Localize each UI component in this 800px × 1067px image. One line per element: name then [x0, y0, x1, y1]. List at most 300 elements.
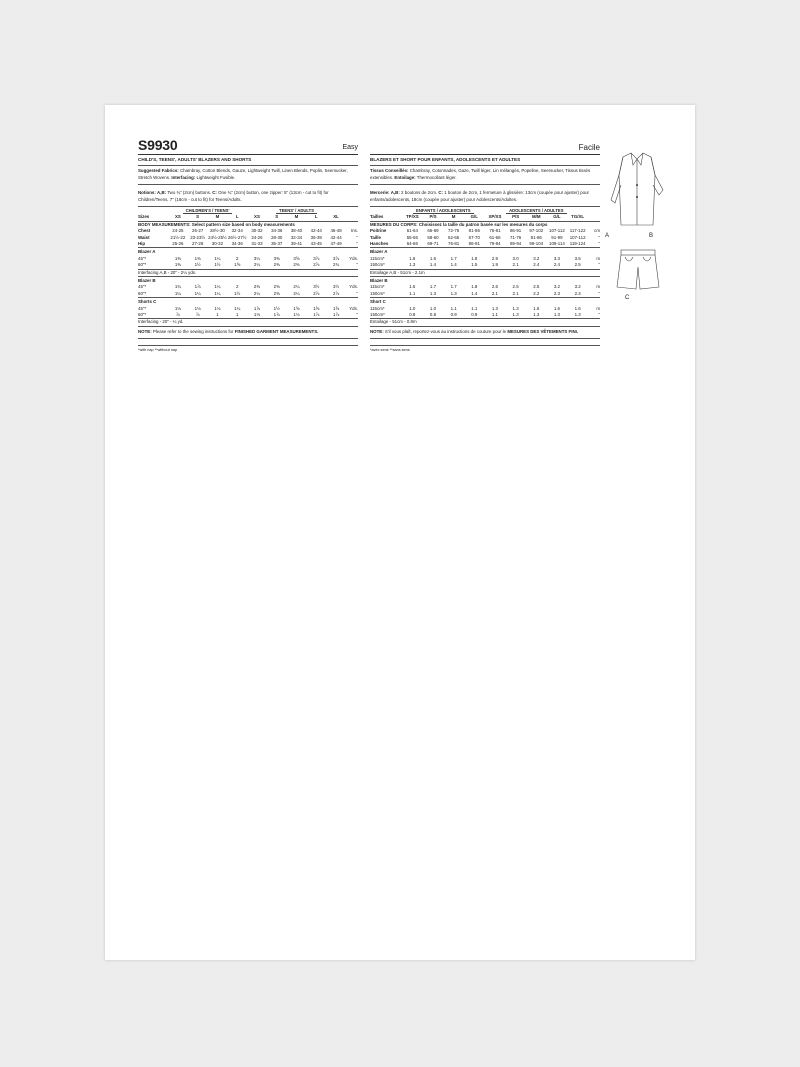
value-cell: 28-30 [271, 234, 283, 240]
row-label: Waist [138, 234, 150, 240]
footnote-fr: *avec sens **sans sens [370, 345, 600, 353]
value-cell: 1⅞ [194, 284, 201, 290]
notions-c-text-fr: 1 bouton de 2cm, 1 fermeture à glissière: 13cm (coupée pour ajuster) pour enfants/adolescents, 18cm (coupée pour ajuster) pour Adolescents/Adultes. [370, 190, 589, 202]
value-cell: 2¾ [333, 262, 340, 268]
value-cell: ⅞ [176, 312, 180, 318]
value-cell: 39-41 [290, 241, 303, 246]
value-cell: 1⅞ [313, 312, 320, 318]
group-left-label-fr: ENFANTS / ADOLESCENTS [413, 208, 474, 214]
row-label: 115cm* [370, 284, 385, 290]
blazer-b-section-fr [370, 277, 600, 298]
value-cell: 71-76 [509, 234, 522, 240]
note-label-fr: NOTE: [370, 328, 384, 334]
value-cell: 2⅞ [313, 290, 320, 296]
body-label: BODY MEASUREMENTS: [138, 221, 191, 227]
fabrics-label-fr: Tissus Conseillés: [370, 168, 409, 173]
unit-cell: " [598, 234, 600, 240]
value-cell: 1.6 [409, 284, 416, 290]
difficulty-level: Easy [342, 144, 358, 151]
value-cell: 38-40 [290, 228, 303, 234]
section-heading-row [370, 248, 600, 256]
yardage-row [138, 262, 358, 269]
value-cell: 1⅝ [293, 305, 300, 311]
value-cell: 1⅝ [234, 262, 241, 268]
section-heading: Blazer A [138, 248, 358, 256]
note-text: Please refer to the sewing instructions for [152, 328, 234, 334]
notions-c-label-fr: C: [438, 190, 444, 196]
value-cell: 1.3 [429, 290, 437, 296]
interfacing-c-fr: Entoilage - 51cm - 0.8m [370, 319, 600, 326]
value-cell: 64-66 [406, 241, 418, 246]
value-cell: 3.2 [553, 284, 560, 290]
fabrics-section-fr [370, 166, 600, 185]
value-cell: 2.1 [512, 262, 519, 268]
value-cell: 2⅞ [313, 262, 320, 268]
value-cell: 2⅜ [273, 284, 280, 290]
value-cell: 1⅞ [253, 305, 260, 311]
value-cell: 3⅞ [313, 255, 320, 261]
group-left-label: CHILDREN'S / TEENS' [183, 208, 233, 214]
row-label: 45"* [138, 284, 147, 290]
group-header-row-fr [370, 207, 600, 214]
section-heading-row [138, 248, 358, 256]
value-cell: 1⅝ [313, 305, 320, 311]
value-cell: 1½ [234, 290, 241, 296]
value-cell: 1⅛ [293, 312, 300, 318]
value-cell: 89-94 [509, 241, 522, 246]
value-cell: 0.8 [409, 312, 416, 318]
size-chart-fr [370, 207, 600, 327]
group-right-label-fr: ADOLESCENTS / ADULTES [506, 208, 566, 214]
value-cell: 1 [216, 312, 219, 318]
interfacing-text-fr: Thermocollant léger. [416, 174, 457, 180]
value-cell: 3⅜ [273, 255, 280, 261]
measurement-row [138, 241, 358, 248]
value-cell: 3⅝ [293, 255, 300, 261]
value-cell: 1.6 [553, 305, 560, 311]
value-cell: 2.5 [574, 262, 581, 268]
value-cell: 24½-25½ [208, 234, 227, 240]
pattern-title-fr: BLAZERS ET SHORT POUR ENFANTS, ADOLESCENTS ET ADULTES [370, 157, 600, 166]
shorts-c-section [138, 298, 358, 319]
interfacing-text: Lightweight Fusible. [196, 174, 236, 180]
value-cell: 24-26 [251, 234, 263, 240]
value-cell: 99-104 [529, 241, 544, 246]
value-cell: 2¼ [293, 290, 300, 296]
value-cell: 42-44 [310, 228, 322, 234]
unit-cell: Ins. [350, 228, 358, 234]
unit-cell: m [596, 284, 600, 290]
value-cell: 23-23½ [190, 234, 206, 240]
value-cell: 81-86 [468, 228, 480, 234]
unit-cell: " [598, 312, 600, 318]
row-label: 60"* [138, 262, 147, 268]
unit-cell: " [356, 262, 358, 268]
size-cell: P/S [505, 214, 526, 221]
unit-cell: " [598, 241, 600, 246]
size-cell: L [306, 214, 326, 221]
value-cell: 47-49 [330, 241, 342, 246]
value-cell: 1¼ [214, 284, 221, 290]
size-cell: G/L [464, 214, 485, 221]
sizes-label: Sizes [138, 214, 168, 221]
section-heading-row [138, 277, 358, 285]
interfacing-ab-fr: Entoilage A,B - 51cm - 2.1m [370, 269, 600, 276]
value-cell: 32-34 [231, 228, 243, 234]
section-heading: Short C [370, 298, 600, 306]
value-cell: 30-32 [251, 228, 263, 234]
unit-cell: Yds. [349, 255, 358, 261]
unit-cell: cm [594, 228, 600, 234]
value-cell: 1.6 [409, 255, 416, 261]
blazer-b-section [138, 277, 358, 298]
value-cell: 1.8 [471, 284, 478, 290]
value-cell: 24-25 [172, 228, 184, 234]
french-column [370, 138, 600, 353]
interfacing-ab: Interfacing A,B - 20" - 2¼ yds. [138, 269, 358, 276]
value-cell: 1.6 [533, 305, 540, 311]
value-cell: 69-71 [427, 241, 439, 246]
notions-ab-text: Two ¾" (2cm) buttons. [167, 190, 211, 196]
value-cell: 31-33 [251, 241, 263, 246]
value-cell: 1.3 [574, 312, 581, 318]
illustration-label-b: B [649, 233, 654, 239]
value-cell: 1¼ [214, 255, 221, 261]
interfacing-c-row-fr [370, 319, 600, 326]
value-cell: 2.5 [512, 284, 519, 290]
value-cell: 1.3 [450, 290, 457, 296]
value-cell: 79-84 [489, 241, 501, 246]
value-cell: 1.3 [512, 312, 519, 318]
section-heading-row [138, 298, 358, 306]
value-cell: 2.4 [533, 262, 540, 268]
value-cell: 2.2 [533, 290, 540, 296]
value-cell: 1.4 [450, 262, 457, 268]
section-heading-row [370, 277, 600, 285]
value-cell: 1⅛ [194, 305, 201, 311]
value-cell: 1⅞ [273, 312, 280, 318]
value-cell: 1⅞ [333, 312, 340, 318]
value-cell: 3½ [313, 284, 320, 290]
value-cell: 1⅜ [194, 255, 201, 261]
value-cell: 3.0 [512, 255, 519, 261]
notions-c-text: One ¾" (2cm) button, one zipper: 5" (13cm - cut to fit) for Children/Teens, 7" (18cm - cut to fit) for Teens/Adults. [138, 190, 329, 202]
size-cell: S [267, 214, 287, 221]
fabrics-text-fr: Chambray, Cotonnades, Gaze, Twill léger, Lin mélangés, Popeline, Seersucker, Tissus tissés extensibles. [370, 168, 591, 180]
value-cell: 119-124 [569, 241, 586, 246]
value-cell: 2.5 [491, 284, 498, 290]
garment-illustrations [603, 145, 683, 305]
unit-cell: " [598, 290, 600, 296]
value-cell: 2.3 [553, 290, 560, 296]
section-heading: Blazer B [138, 277, 358, 285]
shorts-sketch [617, 250, 659, 289]
value-cell: 2¼ [253, 262, 260, 268]
unit-cell: " [598, 262, 600, 268]
value-cell: 27-28 [192, 241, 204, 246]
note-section-fr [370, 327, 600, 339]
note-text-fr: S'il vous plaît, reportez-vous au instructions de couture pour le [384, 328, 507, 334]
value-cell: 1.4 [429, 262, 437, 268]
unit-cell: " [356, 241, 358, 246]
sizes-label-fr: Tailles [370, 214, 402, 221]
fabrics-text: Chambray, Cotton Blends, Gauze, Lightweight Twill, Linen Blends, Poplin, Seersucker, Stretch Wovens. [138, 168, 348, 180]
unit-cell: " [356, 234, 358, 240]
value-cell: 34-36 [271, 228, 283, 234]
notions-ab-label: A,B: [157, 190, 167, 196]
row-label: Chest [138, 228, 151, 234]
size-chart [138, 207, 358, 327]
row-label: 150cm* [370, 290, 385, 296]
size-cell: L [227, 214, 247, 221]
size-cell: TG/XL [567, 214, 588, 221]
blazer-a-section-fr [370, 248, 600, 269]
sizes-row-fr [370, 214, 600, 221]
row-label: Taille [370, 234, 381, 240]
value-cell: 1.3 [491, 305, 498, 311]
value-cell: 2⅜ [293, 262, 300, 268]
row-label: Hip [138, 241, 146, 246]
value-cell: 1⅝ [333, 305, 340, 311]
pattern-header-fr [370, 138, 600, 155]
blazer-sketch [611, 153, 663, 225]
value-cell: 3⅞ [333, 255, 340, 261]
value-cell: 1⅛ [253, 312, 260, 318]
english-column [138, 138, 358, 353]
value-cell: 2.1 [491, 290, 498, 296]
value-cell: 76-81 [448, 241, 460, 246]
row-label: 115cm* [370, 255, 385, 261]
value-cell: 1⅜ [174, 262, 181, 268]
value-cell: 2¼ [293, 284, 300, 290]
value-cell: 117-122 [569, 228, 586, 234]
notions-ab-label-fr: A,B: [390, 190, 400, 196]
difficulty-level-fr: Facile [578, 143, 600, 152]
value-cell: 1¾ [174, 284, 181, 290]
value-cell: 3.3 [553, 255, 560, 261]
value-cell: 97-102 [529, 228, 544, 234]
value-cell: 1.0 [409, 305, 416, 311]
value-cell: 1½ [214, 262, 221, 268]
unit-cell: Yds. [349, 284, 358, 290]
size-cell: XS [168, 214, 188, 221]
measurement-rows-fr [370, 228, 600, 248]
row-label: 45"* [138, 255, 147, 261]
body-text-fr: Choisissez la taille du patron basée sur les mesures du corps [418, 221, 548, 227]
size-cell: M [287, 214, 307, 221]
section-heading: Blazer B [370, 277, 600, 285]
value-cell: 26-27 [192, 228, 204, 234]
value-cell: 1.3 [533, 312, 540, 318]
value-cell: 30-32 [211, 241, 224, 246]
size-cell: TP/XS [402, 214, 423, 221]
section-heading: Blazer A [370, 248, 600, 256]
value-cell: 1⅛ [174, 305, 181, 311]
footnote: *with nap **without nap [138, 345, 358, 353]
row-label: Poitrine [370, 228, 387, 234]
value-cell: 26½-27½ [227, 234, 247, 240]
value-cell: 1.1 [491, 312, 498, 318]
note-bold-fr: MESURES DES VÊTEMENTS FINI. [507, 328, 579, 334]
value-cell: 1.3 [512, 305, 519, 311]
value-cell: 91-99 [551, 234, 563, 240]
size-cell: M [208, 214, 228, 221]
fabrics-label: Suggested Fabrics: [138, 168, 179, 173]
value-cell: 1.1 [450, 305, 457, 311]
shorts-c-section-fr [370, 298, 600, 319]
value-cell: 61-64 [406, 228, 418, 234]
value-cell: 1⅜ [174, 255, 181, 261]
notions-label-fr: Mercerie: [370, 190, 390, 196]
value-cell: 66-69 [427, 228, 439, 234]
value-cell: 72-76 [448, 228, 460, 234]
size-cell: XL [326, 214, 346, 221]
pattern-header [138, 138, 358, 155]
value-cell: 2⅞ [333, 290, 340, 296]
value-cell: 2.1 [512, 290, 519, 296]
value-cell: 36-39 [310, 234, 322, 240]
value-cell: 1.1 [471, 305, 478, 311]
row-label: Hanches [370, 241, 389, 246]
body-measurements-heading-fr [370, 221, 600, 228]
row-label: 150cm* [370, 262, 385, 268]
value-cell: 2.5 [533, 284, 540, 290]
section-heading-row [370, 298, 600, 306]
value-cell: 1.3 [409, 262, 416, 268]
interfacing-label-fr: Entoilage: [394, 174, 416, 180]
value-cell: 28½-30 [209, 228, 225, 234]
body-measurements-heading [138, 221, 358, 228]
value-cell: 1¼ [214, 290, 221, 296]
value-cell: 25-26 [172, 241, 184, 246]
value-cell: 62-65 [448, 234, 460, 240]
illustration-label-c: C [625, 295, 630, 301]
value-cell: 2 [235, 284, 239, 290]
row-label: 60"* [138, 290, 147, 296]
value-cell: 46-48 [330, 228, 342, 234]
value-cell: 1¼ [174, 290, 181, 296]
row-label: 150cm* [370, 312, 385, 318]
value-cell: 109-114 [549, 241, 565, 246]
yardage-row [370, 312, 600, 319]
value-cell: 2.4 [553, 262, 560, 268]
value-cell: 0.9 [471, 312, 478, 318]
value-cell: 1.8 [471, 255, 478, 261]
value-cell: 1.9 [491, 262, 498, 268]
value-cell: 81-86 [530, 234, 542, 240]
value-cell: 2⅜ [273, 290, 280, 296]
value-cell: 42-44 [330, 234, 342, 240]
size-cell: XS [247, 214, 267, 221]
illustration-label-a: A [605, 233, 610, 239]
value-cell: 32-34 [290, 234, 303, 240]
fabrics-section [138, 166, 358, 185]
value-cell: 1⅛ [214, 305, 221, 311]
yardage-row [370, 291, 600, 298]
value-cell: 3½ [333, 284, 340, 290]
notions-section-fr [370, 185, 600, 207]
value-cell: 2⅜ [273, 262, 280, 268]
yardage-row [138, 312, 358, 319]
note-label: NOTE: [138, 328, 152, 334]
row-label: 45"* [138, 305, 147, 311]
value-cell: 1¼ [194, 290, 201, 296]
yardage-row [370, 262, 600, 269]
value-cell: 0.9 [450, 312, 457, 318]
value-cell: 2.9 [491, 255, 498, 261]
interfacing-ab-row-fr [370, 269, 600, 276]
value-cell: 55-56 [406, 234, 418, 240]
value-cell: 35-37 [271, 241, 283, 246]
value-cell: 3.5 [574, 255, 581, 261]
size-cell: P/S [423, 214, 444, 221]
interfacing-c-row [138, 319, 358, 326]
interfacing-label: Interfacing: [171, 174, 196, 180]
note-bold: FINISHED GARMENT MEASUREMENTS. [234, 328, 319, 334]
value-cell: 1.6 [429, 255, 437, 261]
value-cell: 1 [235, 312, 239, 318]
body-text: Select pattern size based on body measurements [191, 221, 295, 227]
value-cell: 58-60 [427, 234, 439, 240]
size-cell: S [188, 214, 208, 221]
notions-label: Notions: [138, 190, 156, 196]
pattern-envelope-back [105, 105, 695, 960]
unit-cell: " [356, 290, 358, 296]
size-cell: XP/XS [485, 214, 506, 221]
size-cell: M [443, 214, 464, 221]
value-cell: 107-112 [549, 228, 565, 234]
interfacing-c: Interfacing - 20" - ¼ yd. [138, 319, 358, 326]
value-cell: 1.7 [450, 284, 457, 290]
blazer-a-section [138, 248, 358, 269]
value-cell: 2⅜ [253, 284, 260, 290]
size-cell: G/L [547, 214, 568, 221]
unit-cell: " [356, 312, 358, 318]
row-label: 60"* [138, 312, 147, 318]
value-cell: 1½ [194, 262, 201, 268]
value-cell: 86-91 [468, 241, 480, 246]
row-label: 115cm* [370, 305, 385, 311]
yardage-row [138, 291, 358, 298]
value-cell: 107-112 [569, 234, 586, 240]
unit-cell: Yds. [349, 305, 358, 311]
value-cell: 34-36 [231, 241, 243, 246]
value-cell: 1½ [273, 305, 280, 311]
value-cell: 21½-22 [170, 234, 186, 240]
value-cell: 2.3 [574, 290, 581, 296]
value-cell: 1.4 [471, 290, 478, 296]
value-cell: 61-66 [489, 234, 501, 240]
value-cell: 1.7 [450, 255, 457, 261]
section-heading: Shorts C [138, 298, 358, 306]
body-label-fr: MESURES DU CORPS: [370, 221, 418, 227]
value-cell: 0.8 [429, 312, 437, 318]
measurement-row [370, 241, 600, 248]
unit-cell: m [596, 255, 600, 261]
notions-section [138, 185, 358, 207]
group-right-label: TEENS' / ADULTS [276, 208, 317, 214]
value-cell: 2¼ [253, 290, 260, 296]
value-cell: 1.7 [429, 284, 437, 290]
value-cell: 1.5 [471, 262, 478, 268]
pattern-title: CHILD'S, TEENS', ADULTS' BLAZERS AND SHORTS [138, 157, 358, 166]
value-cell: 3.2 [574, 284, 581, 290]
value-cell: 2 [235, 255, 239, 261]
value-cell: 1.6 [574, 305, 581, 311]
value-cell: 1¼ [234, 305, 241, 311]
note-section [138, 327, 358, 339]
value-cell: ⅞ [195, 312, 200, 318]
